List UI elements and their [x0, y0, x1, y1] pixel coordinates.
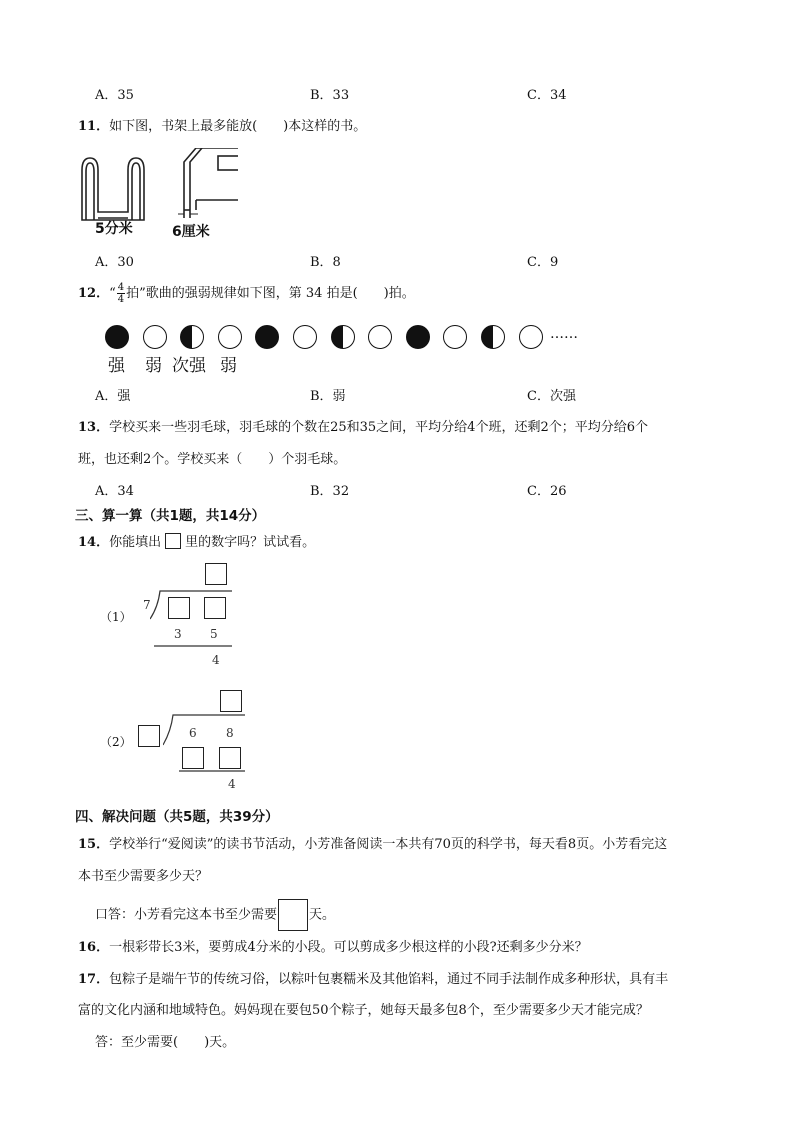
q10-option-b: B．33: [310, 88, 350, 103]
beat-full-circle-icon: [255, 325, 279, 349]
q14-number: 14．: [78, 535, 110, 550]
beat-half-circle-icon: [481, 325, 505, 349]
division-1-remainder: 4: [212, 653, 220, 667]
q13-text-line1: 学校买来一些羽毛球，羽毛球的个数在25和35之间，平均分给4个班，还剩2个；平均分给6个: [109, 420, 648, 435]
q15-answer-line: [95, 899, 335, 931]
q13-option-b: B．32: [310, 484, 350, 499]
division-1-product-tens: 3: [174, 627, 182, 641]
fraction-numerator: 4: [117, 282, 125, 293]
division-2-product-ones-box[interactable]: [219, 747, 241, 769]
division-2-label: （2）: [100, 735, 132, 749]
q17-line1: [78, 968, 668, 987]
q15-answer-after: 天。: [309, 907, 336, 923]
q13-line1: [78, 416, 648, 435]
q16-text: 一根彩带长3米，要剪成4分米的小段。可以剪成多少根这样的小段?还剩多少分米？: [109, 940, 588, 955]
division-1-divisor: 7: [143, 598, 151, 612]
q17-answer: 答：至少需要( )天。: [95, 1035, 236, 1050]
q17-text-line1: 包粽子是端午节的传统习俗，以粽叶包裹糯米及其他馅料，通过不同手法制作成多种形状，具有丰: [109, 972, 669, 987]
q11-text: 如下图，书架上最多能放( )本这样的书。: [109, 119, 367, 134]
beat-full-circle-icon: [105, 325, 129, 349]
blank-box-icon: [165, 533, 181, 549]
q15-text-line2: 本书至少需要多少天？: [78, 869, 209, 884]
q13-text-line2: 班，也还剩2个。学校买来（ ）个羽毛球。: [78, 452, 347, 467]
division-2-dividend-tens: 6: [189, 726, 197, 740]
beat-empty-circle-icon: [143, 325, 167, 349]
beat-empty-circle-icon: [368, 325, 392, 349]
q13-number: 13．: [78, 420, 110, 435]
division-2-quotient-box[interactable]: [220, 690, 242, 712]
q15-answer-box[interactable]: [278, 899, 308, 931]
division-1-label: （1）: [100, 610, 132, 624]
time-signature-fraction: [117, 282, 125, 305]
q12-text: 拍”歌曲的强弱规律如下图，第 34 拍是( )拍。: [126, 286, 415, 301]
beat-label-weak: 弱: [145, 356, 162, 376]
division-2-dividend-ones: 8: [226, 726, 234, 740]
q12-option-b: B．弱: [310, 389, 346, 404]
q11-option-b: B．8: [310, 255, 341, 270]
q17-number: 17．: [78, 972, 110, 987]
beat-label-weak-2: 弱: [220, 356, 237, 376]
q10-option-c: C．34: [527, 88, 567, 103]
q15-answer-before: 口答：小芳看完这本书至少需要: [95, 907, 278, 923]
division-1-dividend-tens-box[interactable]: [168, 597, 190, 619]
division-1-quotient-box[interactable]: [205, 563, 227, 585]
q14-stem: [78, 531, 315, 550]
beat-half-circle-icon: [331, 325, 355, 349]
q12-option-c: C．次强: [527, 389, 576, 404]
q13-option-c: C．26: [527, 484, 567, 499]
division-2-product-tens-box[interactable]: [182, 747, 204, 769]
q16-number: 16．: [78, 940, 110, 955]
q11-number: 11．: [78, 119, 110, 134]
beat-label-secondary-strong: 次强: [172, 356, 206, 376]
q16-stem: [78, 936, 588, 955]
q11-option-a: A．30: [95, 255, 134, 270]
division-2-divisor-box[interactable]: [138, 725, 160, 747]
section-3-heading: 三、算一算（共1题，共14分）: [75, 508, 266, 524]
beat-empty-circle-icon: [443, 325, 467, 349]
section-4-heading: 四、解决问题（共5题，共39分）: [75, 809, 279, 825]
beat-empty-circle-icon: [293, 325, 317, 349]
q15-number: 15．: [78, 837, 110, 852]
q10-option-a: A．35: [95, 88, 134, 103]
q15-text-line1: 学校举行“爱阅读”的读书节活动，小芳准备阅读一本共有70页的科学书，每天看8页。小芳看完这: [109, 837, 668, 852]
q12-option-a: A．强: [95, 389, 131, 404]
q11-option-c: C．9: [527, 255, 559, 270]
beat-ellipsis: ……: [550, 326, 578, 342]
division-2-remainder: 4: [228, 777, 236, 791]
q13-option-a: A．34: [95, 484, 134, 499]
shelf-width-label: 5分米: [95, 221, 133, 237]
beat-empty-circle-icon: [519, 325, 543, 349]
q14-text-before: 你能填出: [109, 535, 162, 550]
beat-label-strong: 强: [108, 356, 125, 376]
q12-quote: “: [109, 286, 116, 301]
q17-text-line2: 富的文化内涵和地域特色。妈妈现在要包50个粽子，她每天最多包8个，至少需要多少天才能完成？: [78, 1003, 649, 1018]
q12-stem: [78, 282, 415, 305]
q15-line1: [78, 833, 667, 852]
beat-empty-circle-icon: [218, 325, 242, 349]
fraction-denominator: 4: [117, 294, 125, 305]
q12-number: 12．: [78, 286, 110, 301]
division-1-product-ones: 5: [210, 627, 218, 641]
beat-full-circle-icon: [406, 325, 430, 349]
beat-half-circle-icon: [180, 325, 204, 349]
division-1-dividend-ones-box[interactable]: [204, 597, 226, 619]
q14-text-after: 里的数字吗？试试看。: [185, 535, 316, 550]
book-thickness-label: 6厘米: [172, 224, 210, 240]
q11-stem: [78, 115, 366, 134]
